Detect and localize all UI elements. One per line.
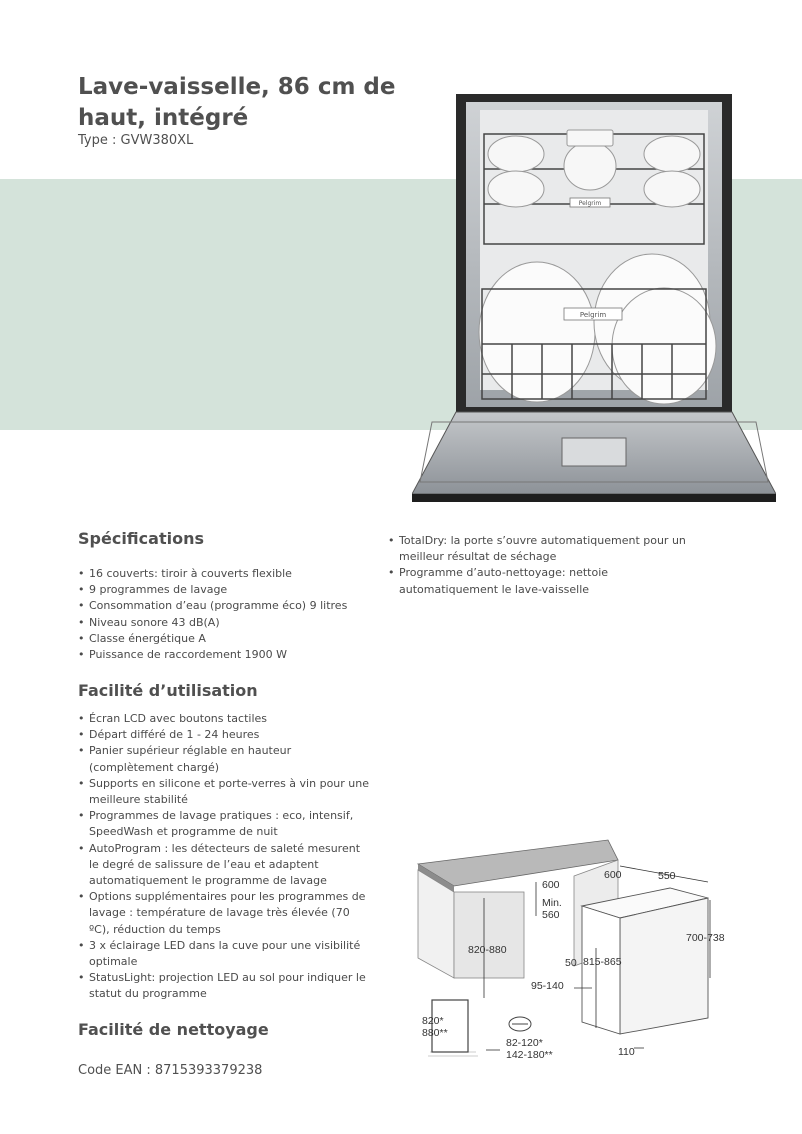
installation-diagram <box>414 838 734 1064</box>
list-item: • Supports en silicone et porte-verres à vin pour une meilleure stabilité <box>78 776 370 808</box>
dim-min-label: Min. <box>542 897 562 909</box>
list-item: • Consommation d’eau (programme éco) 9 litres <box>78 598 378 614</box>
brand-label-lower: Pelgrim <box>579 311 607 319</box>
dim-95-140: 95-140 <box>531 980 564 992</box>
list-item: • Programme d’auto-nettoyage: nettoie automatiquement le lave-vaisselle <box>388 565 688 597</box>
list-item: • Options supplémentaires pour les programmes de lavage : température de lavage très élevée (70 ºC), réduction du temps <box>78 889 370 938</box>
dim-820: 820* <box>422 1015 444 1027</box>
dim-815-865: 815-865 <box>583 956 622 968</box>
product-type: Type : GVW380XL <box>78 133 194 148</box>
ease-of-use-heading: Facilité d’utilisation <box>78 681 258 700</box>
list-item: • AutoProgram : les détecteurs de saleté mesurent le degré de salissure de l’eau et adaptent automatiquement le programme de lavage <box>78 841 370 890</box>
list-item: • 3 x éclairage LED dans la cuve pour une visibilité optimale <box>78 938 370 970</box>
list-item: • Niveau sonore 43 dB(A) <box>78 615 378 631</box>
brand-label-upper: Pelgrim <box>578 200 602 207</box>
dim-820-880: 820-880 <box>468 944 507 956</box>
dim-550: 550 <box>658 870 676 882</box>
features-list-right <box>388 533 688 598</box>
dim-82-120: 82-120* <box>506 1037 543 1049</box>
dim-50: 50 <box>565 957 577 969</box>
dim-880: 880** <box>422 1027 448 1039</box>
list-item: • Écran LCD avec boutons tactiles <box>78 711 370 727</box>
specifications-heading: Spécifications <box>78 529 204 548</box>
specifications-list <box>78 566 378 663</box>
list-item: • StatusLight: projection LED au sol pour indiquer le statut du programme <box>78 970 370 1002</box>
list-item: • TotalDry: la porte s’ouvre automatiquement pour un meilleur résultat de séchage <box>388 533 688 565</box>
cleaning-heading: Facilité de nettoyage <box>78 1020 269 1039</box>
dim-110: 110 <box>618 1046 635 1058</box>
dim-600-cabinet: 600 <box>542 879 560 891</box>
list-item: • Panier supérieur réglable en hauteur (complètement chargé) <box>78 743 370 775</box>
dim-700-738: 700-738 <box>686 932 725 944</box>
ease-of-use-list <box>78 711 370 1003</box>
list-item: • Puissance de raccordement 1900 W <box>78 647 378 663</box>
dishwasher-photo <box>412 94 776 502</box>
ean-code: Code EAN : 8715393379238 <box>78 1063 263 1078</box>
list-item: • Programmes de lavage pratiques : eco, intensif, SpeedWash et programme de nuit <box>78 808 370 840</box>
list-item: • 9 programmes de lavage <box>78 582 378 598</box>
dim-min-560: 560 <box>542 909 560 921</box>
list-item: • 16 couverts: tiroir à couverts flexible <box>78 566 378 582</box>
list-item: • Départ différé de 1 - 24 heures <box>78 727 370 743</box>
page-title: Lave-vaisselle, 86 cm de haut, intégré <box>78 74 396 131</box>
dim-600-top: 600 <box>604 869 622 881</box>
list-item: • Classe énergétique A <box>78 631 378 647</box>
dim-142-180: 142-180** <box>506 1049 553 1061</box>
